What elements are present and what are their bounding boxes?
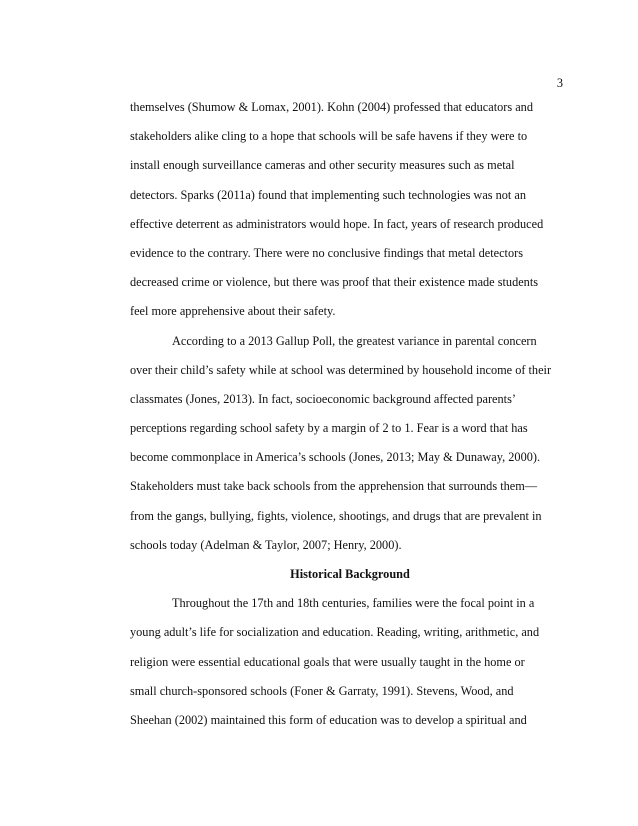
text-line: decreased crime or violence, but there was proof that their existence made students [130, 275, 539, 290]
text-line: from the gangs, bullying, fights, violence, shootings, and drugs that are prevalent in [130, 508, 542, 523]
page-number: 3 [556, 76, 563, 90]
text-line: over their child’s safety while at school was determined by household income of their [130, 362, 552, 377]
text-line: schools today (Adelman & Taylor, 2007; Henry, 2000). [130, 537, 402, 552]
paragraph-first-line: According to a 2013 Gallup Poll, the greatest variance in parental concern [172, 333, 537, 348]
body-text [130, 93, 570, 735]
text-line: young adult’s life for socialization and education. Reading, writing, arithmetic, and [130, 625, 540, 640]
text-line: evidence to the contrary. There were no conclusive findings that metal detectors [130, 245, 524, 260]
paragraph-first-line: Throughout the 17th and 18th centuries, families were the focal point in a [172, 596, 535, 611]
text-line: detectors. Sparks (2011a) found that implementing such technologies was not an [130, 187, 527, 202]
text-line: small church-sponsored schools (Foner & Garraty, 1991). Stevens, Wood, and [130, 683, 514, 698]
text-line: themselves (Shumow & Lomax, 2001). Kohn (2004) professed that educators and [130, 100, 533, 114]
text-line: stakeholders alike cling to a hope that schools will be safe havens if they were to [130, 129, 528, 144]
text-line: classmates (Jones, 2013). In fact, socioeconomic background affected parents’ [130, 391, 516, 406]
text-line: effective deterrent as administrators would hope. In fact, years of research produced [130, 216, 544, 231]
section-heading: Historical Background [290, 567, 410, 581]
text-line: religion were essential educational goals that were usually taught in the home or [130, 654, 525, 669]
text-line: Stakeholders must take back schools from the apprehension that surrounds them— [130, 479, 538, 494]
text-line: install enough surveillance cameras and other security measures such as metal [130, 158, 515, 173]
text-line: perceptions regarding school safety by a margin of 2 to 1. Fear is a word that has [130, 421, 528, 436]
text-line: become commonplace in America’s schools (Jones, 2013; May & Dunaway, 2000). [130, 450, 541, 465]
text-line: Sheehan (2002) maintained this form of education was to develop a spiritual and [130, 712, 527, 727]
text-line: feel more apprehensive about their safety. [130, 304, 336, 319]
